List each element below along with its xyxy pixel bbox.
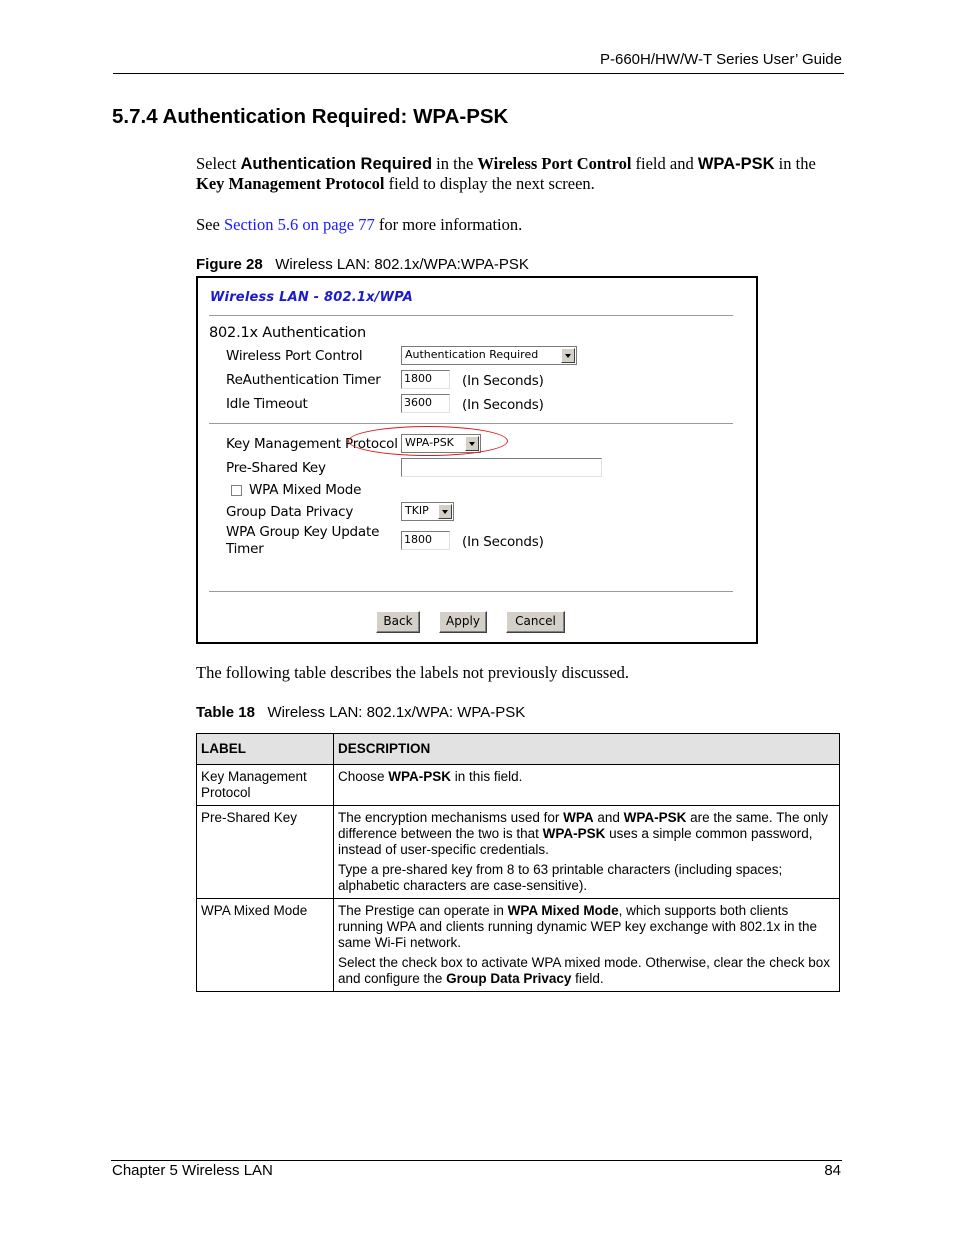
row-label: WPA Mixed Mode <box>197 899 334 992</box>
label-header: LABEL <box>197 734 334 765</box>
description-segment: The Prestige can operate in <box>338 903 508 918</box>
reauth-timer-input[interactable]: 1800 <box>401 370 450 389</box>
description-segment: The encryption mechanisms used for <box>338 810 564 825</box>
see-text: See <box>196 215 224 234</box>
intro-segment: WPA-PSK <box>697 155 775 173</box>
table-row <box>197 765 840 806</box>
intro-segment: field and <box>631 154 698 173</box>
idle-timeout-input[interactable]: 3600 <box>401 394 450 413</box>
table-caption-text: Wireless LAN: 802.1x/WPA: WPA-PSK <box>267 704 526 721</box>
group-privacy-value: TKIP <box>405 504 429 517</box>
group-key-label-cont: Timer <box>226 541 264 557</box>
footer-rule <box>111 1160 842 1161</box>
section-link[interactable]: Section 5.6 on page 77 <box>223 215 375 234</box>
row-description <box>334 806 840 899</box>
chevron-down-icon[interactable] <box>438 504 452 519</box>
intro-segment: Wireless Port Control <box>477 154 632 173</box>
reauth-seconds-label: (In Seconds) <box>462 373 544 389</box>
wpa-mixed-label: WPA Mixed Mode <box>249 482 362 498</box>
wireless-port-control-select[interactable] <box>401 346 577 365</box>
idle-seconds-label: (In Seconds) <box>462 397 544 413</box>
psk-label: Pre-Shared Key <box>226 460 326 476</box>
intro-segment: in the <box>774 154 816 173</box>
description-segment: field. <box>571 971 604 986</box>
wireless-port-control-value: Authentication Required <box>405 348 539 361</box>
intro-paragraph <box>196 154 846 194</box>
table-number: Table 18 <box>196 704 255 721</box>
wireless-port-control-label: Wireless Port Control <box>226 348 363 364</box>
key-mgmt-label: Key Management Protocol <box>226 436 398 452</box>
after-figure-text: The following table describes the labels not previously discussed. <box>196 663 630 682</box>
group-key-input[interactable]: 1800 <box>401 531 450 550</box>
intro-segment: Key Management Protocol <box>196 174 385 193</box>
description-segment: WPA-PSK <box>388 769 452 784</box>
description-segment: WPA-PSK <box>623 810 687 825</box>
figure-caption-text: Wireless LAN: 802.1x/WPA:WPA-PSK <box>275 256 529 273</box>
description-segment: WPA <box>563 810 594 825</box>
row-label: Pre-Shared Key <box>197 806 334 899</box>
description-paragraph <box>338 862 835 894</box>
table-header-row <box>197 734 840 765</box>
divider <box>209 423 733 425</box>
screen-title: Wireless LAN - 802.1x/WPA <box>210 290 413 305</box>
description-segment: , which supports both clients running WPA and clients running dynamic WEP key exchange with 802.1x in the same Wi-Fi network. <box>338 903 818 950</box>
group-key-seconds-label: (In Seconds) <box>462 534 544 550</box>
description-segment: are the same. The only difference between the two is that <box>338 810 828 841</box>
wireless-lan-screen <box>196 276 758 644</box>
group-key-label: WPA Group Key Update <box>226 524 380 540</box>
row-label: Key Management Protocol <box>197 765 334 806</box>
chevron-down-icon[interactable] <box>561 348 575 363</box>
page-number: 84 <box>824 1162 841 1179</box>
group-privacy-select[interactable] <box>401 502 454 521</box>
table-row <box>197 806 840 899</box>
key-mgmt-value: WPA-PSK <box>405 436 454 449</box>
divider <box>209 591 733 593</box>
figure-caption <box>196 256 529 273</box>
description-segment: and <box>593 810 624 825</box>
description-segment: WPA Mixed Mode <box>507 903 619 918</box>
cancel-button[interactable]: Cancel <box>506 611 565 633</box>
header-rule <box>113 73 844 74</box>
intro-segment: field to display the next screen. <box>384 174 595 193</box>
idle-timeout-label: Idle Timeout <box>226 396 308 412</box>
description-segment: WPA-PSK <box>542 826 606 841</box>
section-title: 5.7.4 Authentication Required: WPA-PSK <box>112 105 509 128</box>
footer-chapter: Chapter 5 Wireless LAN <box>112 1162 273 1179</box>
description-paragraph <box>338 769 835 785</box>
figure-number: Figure 28 <box>196 256 263 273</box>
description-table <box>196 733 840 992</box>
description-segment: Group Data Privacy <box>446 971 572 986</box>
description-paragraph <box>338 955 835 987</box>
description-header: DESCRIPTION <box>334 734 840 765</box>
group-privacy-label: Group Data Privacy <box>226 504 354 520</box>
apply-button[interactable]: Apply <box>439 611 487 633</box>
intro-segment: Authentication Required <box>240 155 433 173</box>
description-segment: in this field. <box>451 769 523 784</box>
table-caption <box>196 704 525 721</box>
reauth-timer-label: ReAuthentication Timer <box>226 372 381 388</box>
highlight-ellipse <box>348 426 508 456</box>
intro-segment: Select <box>196 154 241 173</box>
auth-heading: 802.1x Authentication <box>209 325 366 341</box>
description-paragraph <box>338 810 835 858</box>
row-description <box>334 765 840 806</box>
row-description <box>334 899 840 992</box>
description-segment: Type a pre-shared key from 8 to 63 printable characters (including spaces; alphabetic characters are case-sensitive). <box>338 862 783 893</box>
back-button[interactable]: Back <box>376 611 420 633</box>
description-paragraph <box>338 903 835 951</box>
see-rest: for more information. <box>374 215 523 234</box>
table-row <box>197 899 840 992</box>
intro-segment: in the <box>432 154 478 173</box>
description-segment: Choose <box>338 769 389 784</box>
wpa-mixed-checkbox[interactable] <box>231 485 242 496</box>
guide-title: P-660H/HW/W-T Series User’ Guide <box>599 51 842 68</box>
divider <box>209 315 733 317</box>
description-segment: uses a simple common password, instead of user-specific credentials. <box>338 826 813 857</box>
psk-input[interactable] <box>401 458 602 477</box>
see-paragraph <box>196 215 846 235</box>
description-segment: Select the check box to activate WPA mixed mode. Otherwise, clear the check box and configure the <box>338 955 830 986</box>
